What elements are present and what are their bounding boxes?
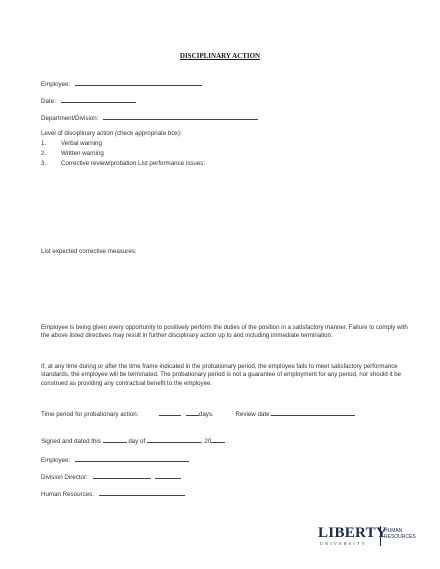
human-resources-label: HUMAN RESOURCES [384, 528, 416, 540]
employee-label: Employee: [41, 81, 71, 88]
logo-divider [380, 526, 381, 546]
date-blank[interactable] [61, 96, 136, 103]
signed-dated-row [41, 436, 225, 446]
signed-day-blank[interactable] [103, 436, 127, 443]
document-page: DISCIPLINARY ACTION Employee: Date: Department/Division: Level of disciplinary action (check appropriate box): 1. Verbal warning 2. Written warning 3. Corrective review/probation List performance issues: List expected corrective measures: Employee is being given every opportunity to positively perform the duties of the position in a satisfactory manner. Failure to comply with the above listed directives may result in further disciplinary action up to and including immediate termination. If, at any time during or after the time frame indicated in the probationary period, the employee fails to meet satisfactory performance standards, the employee will be terminated. The probationary period is not a guarantee of employment for any period, nor should it be construed as providing any contractual benefit to the employee. Time period for probationary action: days. Review date: Signed and dated this day of , 20 Employee: Division Director: Human Resources: LIBERTY UNIVERSITY HUMAN RESOURCES [0, 0, 440, 569]
corrective-measures-heading: List expected corrective measures: [41, 248, 137, 255]
level-item-3[interactable]: 3. Corrective review/probation List performance issues: [41, 160, 206, 167]
time-period-blank-1[interactable] [159, 409, 181, 416]
sign-hr-row [41, 489, 185, 499]
sign-director-blank-2[interactable] [155, 472, 181, 479]
signed-month-blank[interactable] [147, 436, 201, 443]
time-period-row [41, 409, 355, 419]
document-title: DISCIPLINARY ACTION [179, 52, 261, 60]
level-item-2[interactable]: 2. Written warning [41, 150, 104, 157]
days-label: days. [198, 411, 214, 418]
date-label: Date: [41, 98, 56, 105]
signed-label: Signed and dated this [41, 438, 101, 445]
paragraph-opportunity: Employee is being given every opportunity to positively perform the duties of the position in a satisfactory manner. Failure to comply with the above listed directives may result in further disciplinary action up to and including immediate termination. [41, 324, 408, 340]
employee-field-row [41, 79, 202, 89]
sign-director-blank-1[interactable] [93, 472, 151, 479]
sign-employee-row [41, 455, 189, 465]
paragraph-probation: If, at any time during or after the time frame indicated in the probationary period, the employee fails to meet satisfactory performance standards, the employee will be terminated. The probationary period is not a guarantee of employment for any period, nor should it be construed as providing any contractual benefit to the employee. [41, 363, 401, 387]
review-date-label: Review date: [235, 411, 272, 418]
department-label: Department/Division: [41, 115, 99, 122]
time-period-label: Time period for probationary action: [41, 411, 139, 418]
department-blank[interactable] [103, 113, 258, 120]
review-date-blank[interactable] [271, 409, 355, 416]
sign-hr-label: Human Resources: [41, 491, 94, 498]
employee-blank[interactable] [75, 79, 202, 86]
time-period-blank-2[interactable] [186, 409, 199, 416]
sign-director-row [41, 472, 181, 482]
level-heading: Level of disciplinary action (check appropriate box): [41, 130, 182, 137]
signed-year-blank[interactable] [211, 436, 225, 443]
department-field-row [41, 113, 258, 123]
day-of-label: day of [128, 438, 146, 445]
sign-director-label: Division Director: [41, 474, 88, 481]
year-prefix: , 20 [200, 438, 212, 445]
sign-employee-label: Employee: [41, 457, 71, 464]
sign-hr-blank[interactable] [99, 489, 185, 496]
date-field-row [41, 96, 136, 106]
sign-employee-blank[interactable] [75, 455, 189, 462]
level-item-1[interactable]: 1. Verbal warning [41, 140, 102, 147]
